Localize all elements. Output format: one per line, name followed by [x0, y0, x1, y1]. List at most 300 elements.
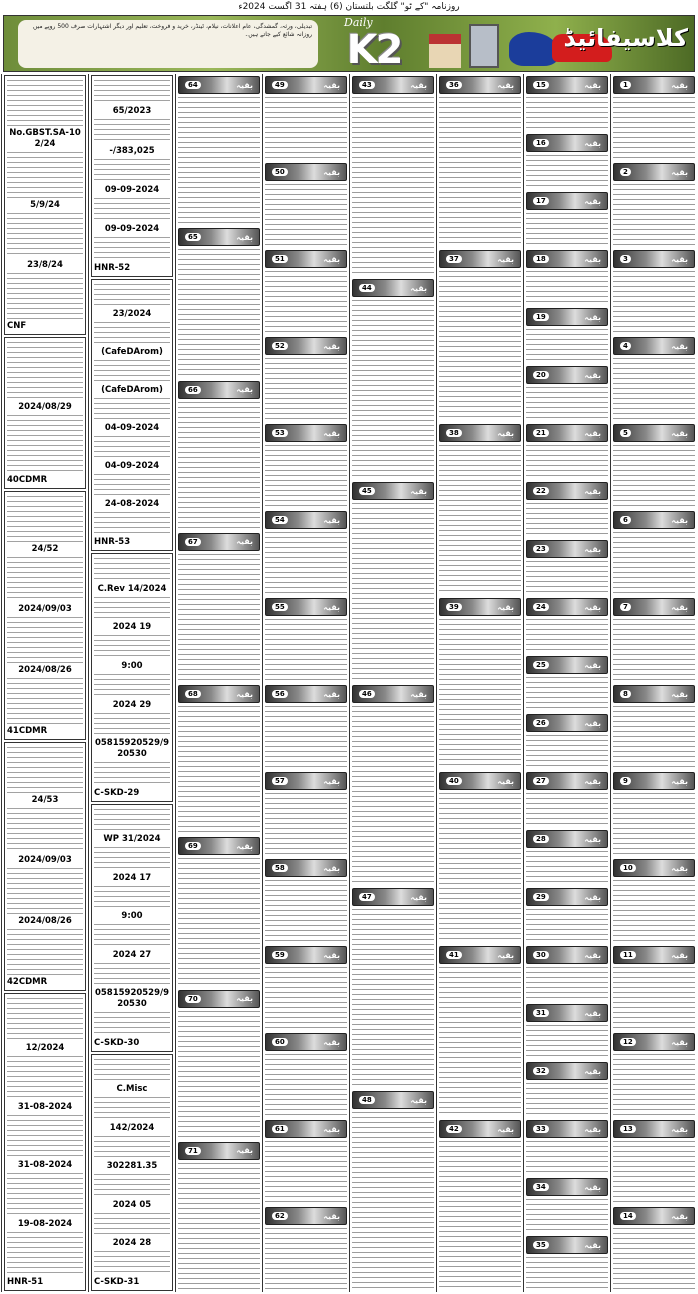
continued-article	[439, 74, 521, 248]
notice-text	[94, 1059, 170, 1083]
continued-header	[613, 163, 695, 181]
continued-label: بقیہ	[497, 1124, 514, 1134]
continued-article	[613, 74, 695, 161]
continued-number: 29	[533, 893, 549, 901]
notice-field: 23/8/24	[27, 260, 63, 271]
article-text	[526, 1257, 608, 1291]
continued-article	[265, 596, 347, 683]
banner-title: کلاسیفائیڈ	[563, 24, 688, 52]
continued-number: 51	[272, 255, 288, 263]
column-2	[523, 74, 610, 1292]
notice-text	[7, 808, 83, 854]
continued-number: 39	[446, 603, 462, 611]
continued-article	[352, 886, 434, 1089]
article-text	[613, 793, 695, 856]
continued-number: 55	[272, 603, 288, 611]
article-text	[526, 619, 608, 653]
notice-text	[94, 512, 170, 535]
continued-header	[178, 837, 260, 855]
continued-header	[526, 1120, 608, 1138]
notice-text	[7, 1056, 83, 1099]
notice-code: HNR-51	[7, 1276, 44, 1287]
article-text	[526, 97, 608, 131]
notice-code: C-SKD-30	[94, 1037, 140, 1048]
notice-field: 65/2023	[112, 106, 152, 117]
continued-label: بقیہ	[497, 602, 514, 612]
notice-field: 142/2024	[109, 1122, 155, 1133]
notice-code: 41CDMR	[7, 725, 48, 736]
article-text	[265, 97, 347, 160]
notice-field: WP 31/2024	[103, 834, 161, 845]
article-text	[265, 271, 347, 334]
continued-article	[613, 422, 695, 509]
article-text	[265, 1228, 347, 1291]
article-text	[352, 706, 434, 885]
notice-text	[94, 159, 170, 183]
legal-notice	[4, 337, 86, 489]
continued-header	[265, 163, 347, 181]
notice-text	[7, 617, 83, 663]
continued-article	[265, 74, 347, 161]
article-text	[265, 1141, 347, 1204]
continued-number: 57	[272, 777, 288, 785]
continued-label: بقیہ	[323, 950, 340, 960]
continued-article	[526, 74, 608, 132]
continued-article	[265, 248, 347, 335]
notice-field: 5/9/24	[30, 199, 60, 210]
continued-header	[265, 598, 347, 616]
notice-field: C.Rev 14/2024	[97, 583, 167, 594]
continued-label: بقیہ	[323, 515, 340, 525]
notice-text	[94, 558, 170, 582]
continued-article	[352, 74, 434, 277]
continued-number: 61	[272, 1125, 288, 1133]
continued-number: 56	[272, 690, 288, 698]
article-text	[526, 1199, 608, 1233]
continued-header	[265, 511, 347, 529]
notice-text	[94, 1136, 170, 1160]
continued-article	[352, 480, 434, 683]
notice-text	[7, 557, 83, 603]
notice-field: (CafeDArom)	[101, 385, 163, 396]
continued-header	[526, 76, 608, 94]
continued-number: 53	[272, 429, 288, 437]
article-text	[613, 445, 695, 508]
continued-label: بقیہ	[671, 341, 688, 351]
continued-article	[526, 828, 608, 886]
notice-text	[94, 963, 170, 987]
k2-logo: K2	[346, 27, 402, 72]
continued-label: بقیہ	[497, 428, 514, 438]
notice-field: 2024/09/03	[18, 604, 72, 615]
continued-header	[613, 859, 695, 877]
notice-field: 31-08-2024	[17, 1101, 73, 1112]
continued-header	[178, 381, 260, 399]
continued-label: بقیہ	[584, 660, 601, 670]
notice-text	[7, 152, 83, 198]
continued-article	[439, 422, 521, 596]
continued-number: 64	[185, 81, 201, 89]
notice-text	[94, 1213, 170, 1237]
continued-label: بقیہ	[584, 428, 601, 438]
continued-header	[526, 424, 608, 442]
continued-header	[439, 598, 521, 616]
continued-label: بقیہ	[410, 892, 427, 902]
continued-header	[526, 192, 608, 210]
article-text	[265, 358, 347, 421]
continued-article	[352, 277, 434, 480]
article-text	[613, 1054, 695, 1117]
notice-text	[94, 635, 170, 659]
continued-article	[526, 654, 608, 712]
article-text	[613, 1141, 695, 1204]
continued-label: بقیہ	[236, 385, 253, 394]
continued-number: 13	[620, 1125, 636, 1133]
continued-article	[439, 1118, 521, 1292]
classified-columns	[1, 74, 697, 1292]
article-text	[352, 503, 434, 682]
notice-text	[7, 80, 83, 126]
continued-article	[439, 596, 521, 770]
article-text	[613, 271, 695, 334]
continued-header	[265, 76, 347, 94]
continued-label: بقیہ	[497, 80, 514, 90]
notice-text	[7, 747, 83, 793]
notice-field: 2024/08/26	[18, 665, 72, 676]
article-text	[178, 97, 260, 225]
continued-label: بقیہ	[410, 689, 427, 699]
continued-number: 28	[533, 835, 549, 843]
continued-header	[352, 76, 434, 94]
continued-label: بقیہ	[671, 1211, 688, 1221]
continued-number: 2	[620, 168, 631, 176]
continued-label: بقیہ	[671, 428, 688, 438]
continued-header	[526, 830, 608, 848]
notice-text	[94, 713, 170, 737]
continued-header	[526, 250, 608, 268]
continued-number: 15	[533, 81, 549, 89]
notice-field: 302281.35	[106, 1161, 158, 1172]
continued-article	[613, 1031, 695, 1118]
continued-label: بقیہ	[323, 254, 340, 264]
continued-article	[526, 1060, 608, 1118]
continued-header	[352, 888, 434, 906]
continued-article	[439, 248, 521, 422]
continued-header	[526, 308, 608, 326]
continued-article	[265, 161, 347, 248]
continued-header	[265, 859, 347, 877]
continued-label: بقیہ	[584, 254, 601, 264]
continued-article	[613, 509, 695, 596]
notice-field: 24-08-2024	[104, 499, 160, 510]
continued-header	[526, 714, 608, 732]
continued-number: 27	[533, 777, 549, 785]
continued-article	[613, 857, 695, 944]
continued-number: 14	[620, 1212, 636, 1220]
continued-label: بقیہ	[323, 863, 340, 873]
article-text	[265, 793, 347, 856]
continued-article	[526, 886, 608, 944]
continued-number: 5	[620, 429, 631, 437]
continued-article	[265, 1205, 347, 1292]
continued-number: 12	[620, 1038, 636, 1046]
continued-label: بقیہ	[236, 232, 253, 242]
article-text	[526, 851, 608, 885]
notice-text	[7, 1232, 83, 1275]
continued-header	[439, 76, 521, 94]
article-text	[526, 909, 608, 943]
continued-label: بقیہ	[584, 950, 601, 960]
notice-text	[7, 415, 83, 473]
continued-header	[265, 772, 347, 790]
continued-number: 40	[446, 777, 462, 785]
continued-header	[352, 279, 434, 297]
continued-number: 58	[272, 864, 288, 872]
continued-label: بقیہ	[236, 689, 253, 699]
continued-header	[265, 424, 347, 442]
continued-article	[526, 132, 608, 190]
continued-number: 50	[272, 168, 288, 176]
notice-field: 12/2024	[25, 1043, 65, 1054]
article-text	[265, 967, 347, 1030]
continued-header	[265, 250, 347, 268]
continued-article	[526, 364, 608, 422]
continued-number: 60	[272, 1038, 288, 1046]
article-text	[613, 97, 695, 160]
house-icon	[429, 34, 461, 68]
notice-text	[7, 213, 83, 259]
continued-article	[526, 248, 608, 306]
continued-article	[178, 988, 260, 1140]
article-text	[613, 619, 695, 682]
notice-field: 2024 17	[112, 872, 152, 883]
legal-notice	[91, 553, 173, 801]
article-text	[526, 677, 608, 711]
notice-field: 2024 28	[112, 1238, 152, 1249]
dateline: روزنامہ "کے ٹو" گلگت بلتستان (6) ہفتہ 31 اگست 2024ء	[238, 2, 460, 12]
continued-header	[613, 511, 695, 529]
article-text	[439, 445, 521, 595]
continued-number: 35	[533, 1241, 549, 1249]
notice-field: 09-09-2024	[104, 224, 160, 235]
continued-label: بقیہ	[323, 80, 340, 90]
continued-label: بقیہ	[671, 80, 688, 90]
continued-number: 48	[359, 1096, 375, 1104]
notice-code: HNR-52	[94, 263, 131, 274]
continued-header	[265, 337, 347, 355]
continued-number: 41	[446, 951, 462, 959]
notice-text	[94, 1251, 170, 1275]
continued-article	[526, 422, 608, 480]
article-text	[613, 184, 695, 247]
continued-number: 66	[185, 386, 201, 394]
continued-label: بقیہ	[323, 1124, 340, 1134]
article-text	[526, 387, 608, 421]
continued-article	[526, 1234, 608, 1292]
continued-article	[613, 335, 695, 422]
continued-header	[613, 76, 695, 94]
continued-number: 4	[620, 342, 631, 350]
continued-header	[265, 1120, 347, 1138]
notice-field: 19-08-2024	[17, 1218, 73, 1229]
article-text	[526, 445, 608, 479]
continued-header	[178, 990, 260, 1008]
continued-article	[178, 226, 260, 378]
notice-text	[7, 496, 83, 542]
continued-label: بقیہ	[410, 1095, 427, 1105]
article-text	[265, 706, 347, 769]
continued-label: بقیہ	[323, 428, 340, 438]
article-text	[613, 532, 695, 595]
notice-code: 40CDMR	[7, 474, 48, 485]
notice-code: CNF	[7, 321, 27, 332]
article-text	[265, 445, 347, 508]
continued-article	[265, 422, 347, 509]
continued-header	[613, 598, 695, 616]
continued-number: 18	[533, 255, 549, 263]
continued-label: بقیہ	[584, 718, 601, 728]
column-3	[436, 74, 523, 1292]
continued-header	[265, 1033, 347, 1051]
continued-article	[265, 1118, 347, 1205]
continued-number: 21	[533, 429, 549, 437]
continued-label: بقیہ	[584, 312, 601, 322]
continued-article	[439, 770, 521, 944]
continued-number: 62	[272, 1212, 288, 1220]
continued-number: 22	[533, 487, 549, 495]
continued-article	[265, 509, 347, 596]
continued-label: بقیہ	[584, 196, 601, 206]
article-text	[352, 909, 434, 1088]
legal-notice	[4, 75, 86, 335]
continued-number: 19	[533, 313, 549, 321]
continued-header	[526, 540, 608, 558]
continued-article	[526, 944, 608, 1002]
notice-text	[94, 924, 170, 948]
continued-header	[439, 424, 521, 442]
continued-number: 47	[359, 893, 375, 901]
continued-number: 69	[185, 842, 201, 850]
notice-text	[7, 929, 83, 975]
continued-article	[613, 161, 695, 248]
legal-notice	[91, 279, 173, 551]
continued-article	[526, 596, 608, 654]
article-text	[613, 967, 695, 1030]
continued-header	[352, 482, 434, 500]
continued-article	[178, 379, 260, 531]
continued-article	[613, 683, 695, 770]
continued-number: 33	[533, 1125, 549, 1133]
continued-article	[526, 712, 608, 770]
continued-number: 68	[185, 690, 201, 698]
notice-text	[94, 847, 170, 871]
notice-text	[94, 674, 170, 698]
article-text	[526, 1025, 608, 1059]
continued-number: 11	[620, 951, 636, 959]
article-text	[352, 1112, 434, 1291]
continued-label: بقیہ	[671, 602, 688, 612]
notice-text	[94, 436, 170, 459]
continued-number: 3	[620, 255, 631, 263]
continued-label: بقیہ	[584, 776, 601, 786]
notice-text	[94, 284, 170, 307]
continued-header	[526, 1236, 608, 1254]
notice-field: 24/53	[31, 794, 59, 805]
classified-banner	[3, 15, 695, 72]
article-text	[526, 213, 608, 247]
continued-header	[613, 1033, 695, 1051]
continued-number: 36	[446, 81, 462, 89]
notice-text	[94, 119, 170, 143]
continued-label: بقیہ	[236, 994, 253, 1003]
article-text	[265, 532, 347, 595]
column-5	[262, 74, 349, 1292]
continued-article	[178, 683, 260, 835]
article-text	[613, 358, 695, 421]
notice-field: 2024/08/26	[18, 916, 72, 927]
article-text	[439, 793, 521, 943]
notice-field: 05815920529/920530	[94, 988, 170, 1010]
continued-label: بقیہ	[236, 537, 253, 547]
article-text	[526, 1141, 608, 1175]
notice-field: 09-09-2024	[104, 184, 160, 195]
continued-label: بقیہ	[671, 689, 688, 699]
legal-notice	[4, 742, 86, 991]
article-text	[613, 706, 695, 769]
column-1	[610, 74, 697, 1292]
continued-article	[178, 74, 260, 226]
continued-header	[613, 772, 695, 790]
continued-header	[178, 228, 260, 246]
continued-article	[178, 835, 260, 987]
continued-article	[526, 480, 608, 538]
daily-label: Daily	[344, 16, 373, 29]
continued-number: 71	[185, 1147, 201, 1155]
article-text	[613, 1228, 695, 1291]
notice-field: -/383,025	[109, 145, 155, 156]
continued-header	[613, 685, 695, 703]
continued-label: بقیہ	[410, 80, 427, 90]
continued-header	[439, 250, 521, 268]
notice-text	[94, 322, 170, 345]
continued-article	[265, 1031, 347, 1118]
notice-field: 23/2024	[112, 309, 152, 320]
article-text	[526, 503, 608, 537]
article-text	[178, 249, 260, 377]
article-text	[439, 619, 521, 769]
notice-field: 2024/08/29	[18, 401, 72, 412]
continued-label: بقیہ	[497, 254, 514, 264]
continued-header	[526, 946, 608, 964]
continued-header	[178, 76, 260, 94]
continued-label: بقیہ	[671, 776, 688, 786]
continued-header	[613, 424, 695, 442]
article-text	[178, 706, 260, 834]
notice-field: 04-09-2024	[104, 423, 160, 434]
continued-header	[352, 1091, 434, 1109]
continued-article	[352, 1089, 434, 1292]
notice-code: HNR-53	[94, 537, 131, 548]
continued-label: بقیہ	[584, 1008, 601, 1018]
notice-code: C-SKD-29	[94, 787, 140, 798]
article-text	[352, 300, 434, 479]
article-text	[526, 1083, 608, 1117]
continued-article	[526, 770, 608, 828]
notice-field: 2024 05	[112, 1199, 152, 1210]
legal-notice	[91, 75, 173, 277]
continued-number: 59	[272, 951, 288, 959]
legal-notice	[91, 1054, 173, 1291]
